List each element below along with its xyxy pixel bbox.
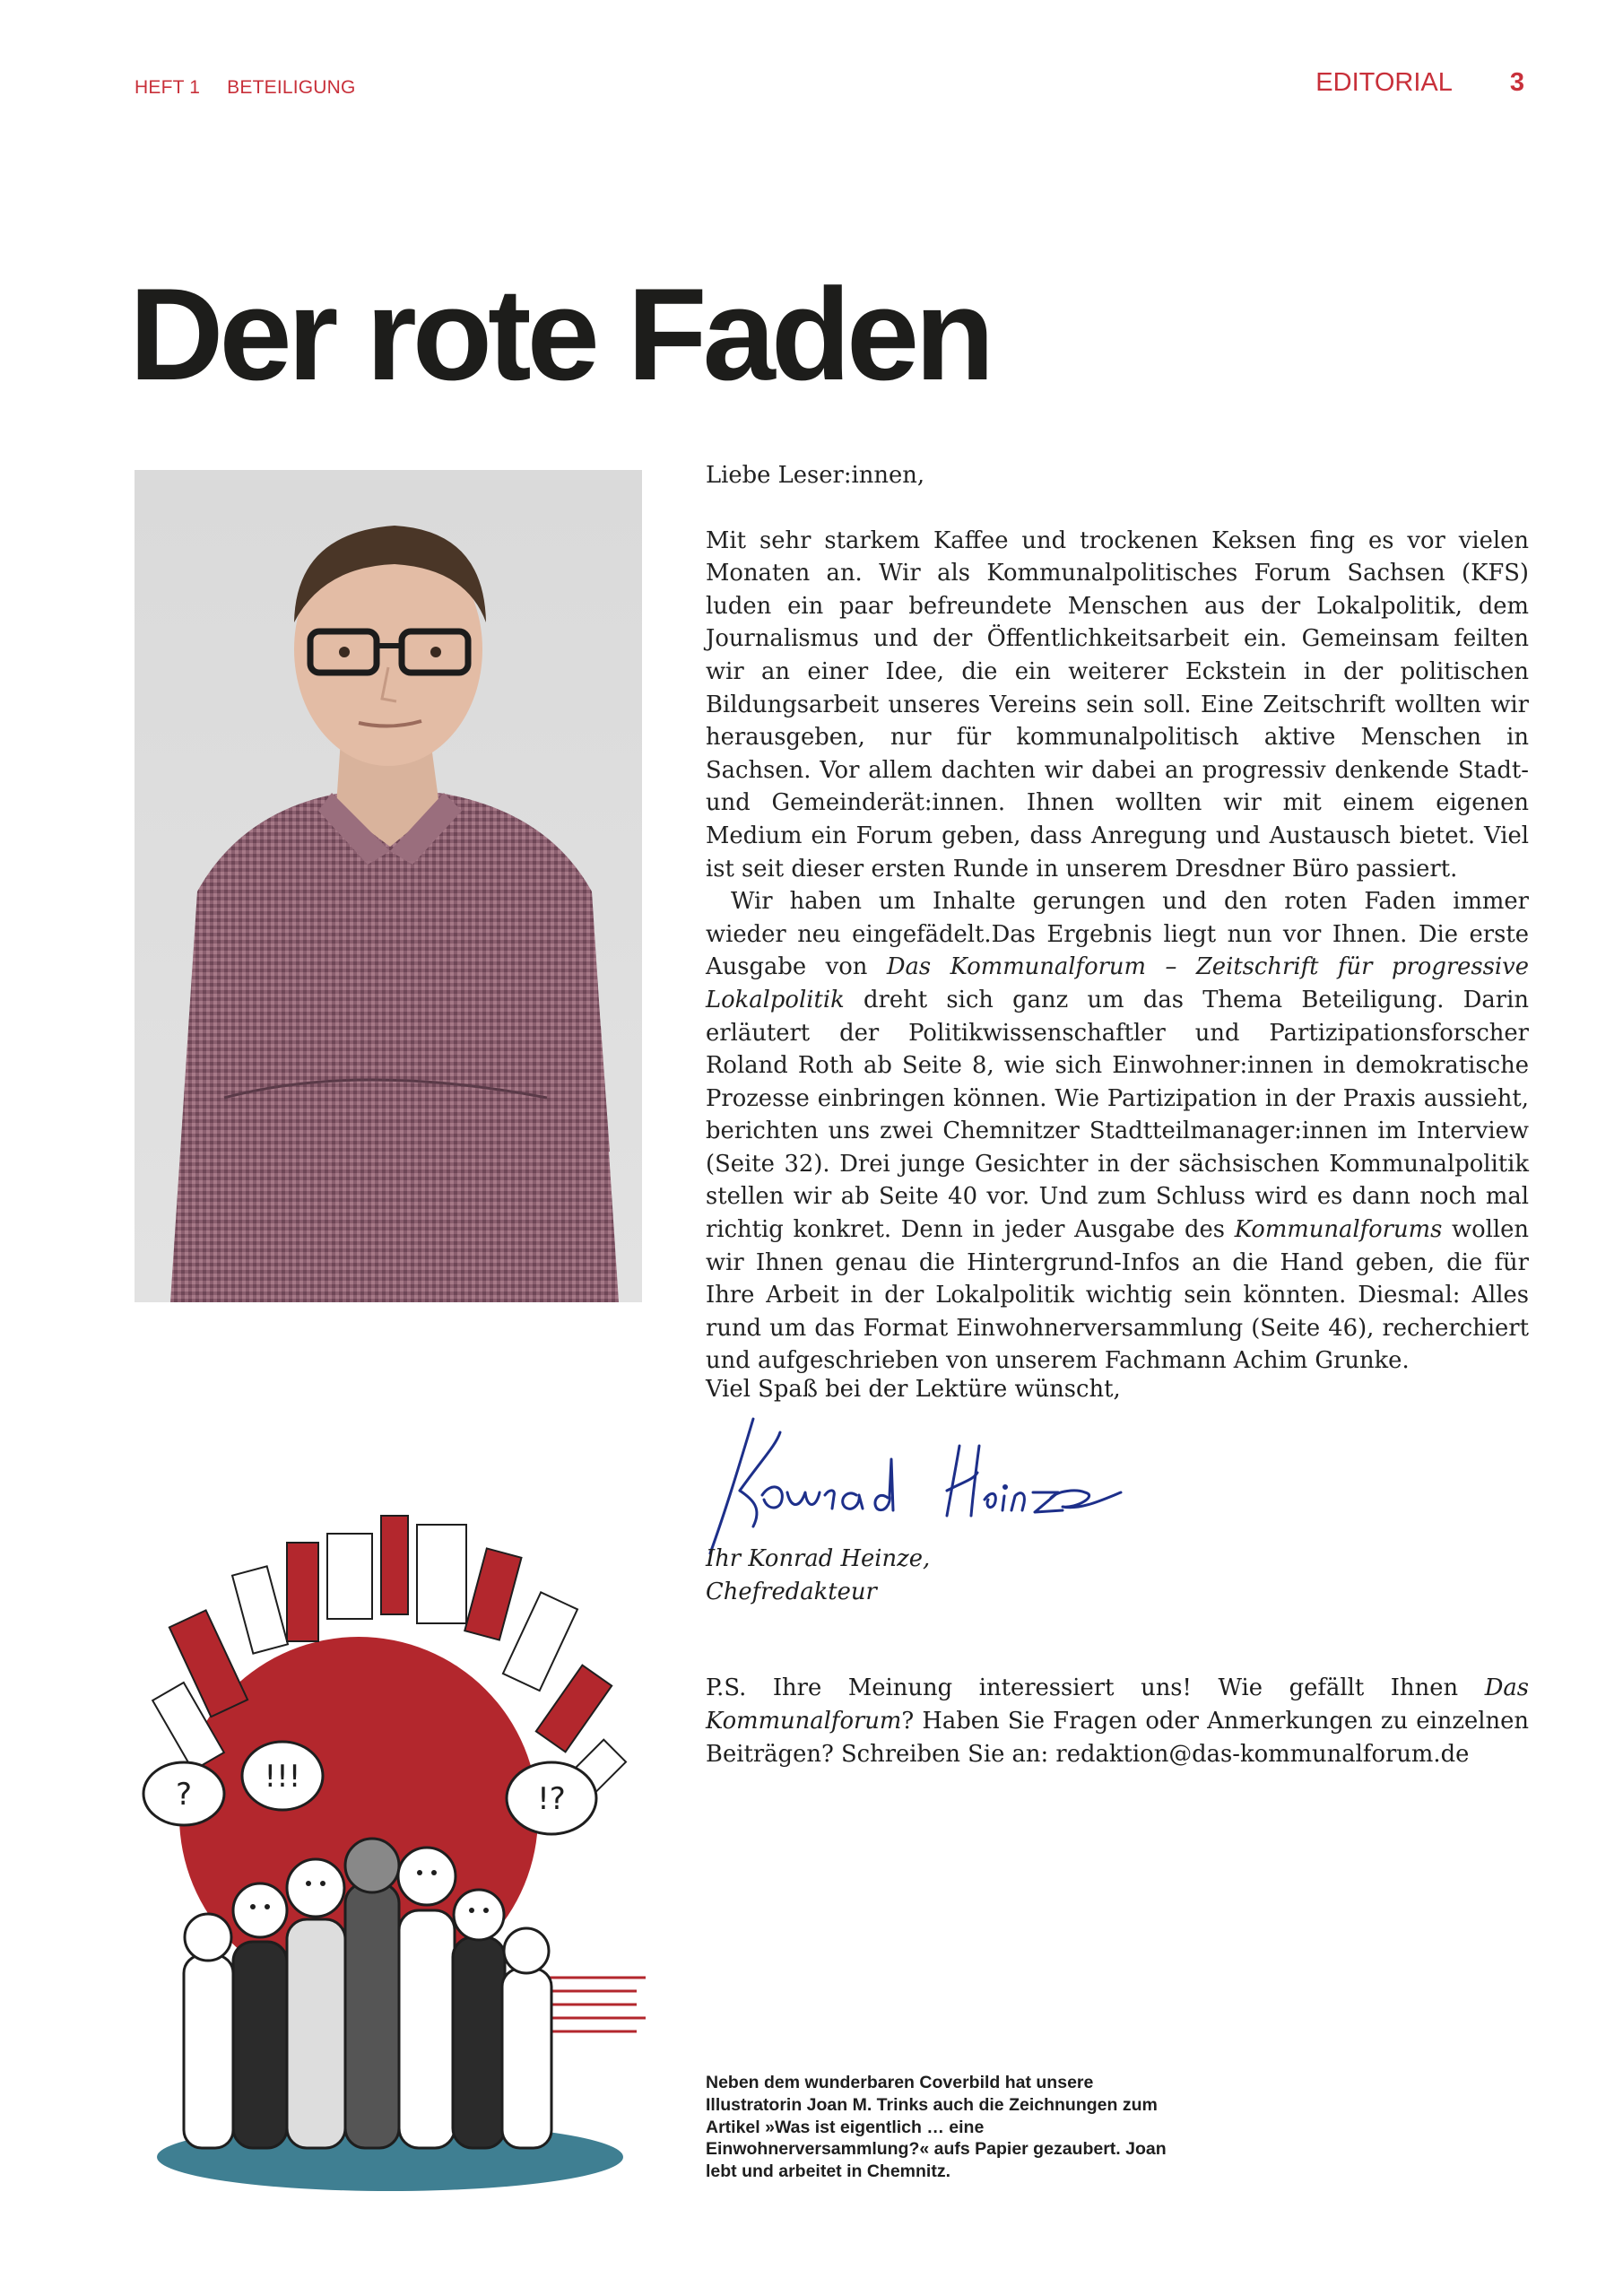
- postscript: [706, 1672, 1529, 1771]
- portrait-photo: [135, 470, 642, 1302]
- bubble-question: ?: [175, 1777, 193, 1813]
- paragraph-2: [706, 885, 1529, 1378]
- illustration-caption: Neben dem wunderbaren Coverbild hat unsere Illustratorin Joan M. Trinks auch die Zeichnungen zum Artikel »Was ist eigentlich … eine Einwohnerversammlung?« aufs Papier gezaubert. Joan lebt und arbeitet in Chemnitz.: [706, 2073, 1167, 2182]
- closing-line: Viel Spaß bei der Lektüre wünscht,: [706, 1376, 1121, 1403]
- section-name: EDITORIAL: [1315, 68, 1453, 97]
- signoff: [706, 1543, 930, 1609]
- section-header: [1315, 68, 1524, 98]
- bubble-interrobang: !?: [537, 1781, 566, 1817]
- signoff-role: Chefredakteur: [706, 1578, 877, 1605]
- page-title: Der rote Faden: [129, 261, 991, 407]
- topic-label: BETEILIGUNG: [227, 77, 356, 98]
- editorial-text: [706, 459, 1529, 1378]
- greeting: Liebe Leser:innen,: [706, 462, 925, 489]
- signoff-name: Ihr Konrad Heinze,: [706, 1545, 931, 1572]
- paragraph-2-italic-2: Kommunalforums: [1234, 1216, 1443, 1244]
- paragraph-2-part-2: dreht sich ganz um das Thema Beteiligung. Darin erläutert der Politikwissenschaftler und Partizipationsforscher Roland Roth ab Seite 8, wie sich Einwohner:innen in demokratische Prozesse einbringen können. Wie Partizipation in der Praxis aussieht, berichten uns zwei Chemnitzer Stadtteilmanager:innen im Interview (Seite 32). Drei junge Gesichter in der sächsischen Kommunalpolitik stellen wir ab Seite 40 vor. Und zum Schluss wird es dann noch mal richtig konkret. Denn in jeder Ausgabe des: [706, 986, 1529, 1244]
- bubble-exclamations: !!!: [264, 1759, 301, 1795]
- ps-italic: Das Kommunalforum: [706, 1674, 1529, 1735]
- paragraph-1: Mit sehr starkem Kaffee und trockenen Keksen fing es vor vielen Monaten an. Wir als Kommunalpolitisches Forum Sachsen (KFS) luden ein paar befreundete Menschen aus der Lokalpolitik, dem Journalismus und der Öffentlichkeitsarbeit ein. Gemeinsam feilten wir an einer Idee, die ein weiterer Eckstein in der politischen Bildungsarbeit unseres Vereins sein soll. Eine Zeitschrift wollten wir herausgeben, nur für kommunalpolitisch aktive Menschen in Sachsen. Vor allem dachten wir dabei an progressiv denkende Stadt- und Gemeinderät:innen. Ihnen wollten wir mit einem eigenen Medium ein Forum geben, dass Anregung und Austausch bietet. Viel ist seit dieser ersten Runde in unserem Dresdner Büro passiert.: [706, 526, 1529, 883]
- illustration-icon: [135, 1489, 655, 2206]
- paragraph-2-italic-1: Das Kommunalforum – Zeitschrift für progressive Lokalpolitik: [706, 953, 1529, 1013]
- illustration-crowd-city: [135, 1489, 655, 2206]
- ps-part-2: ? Haben Sie Fragen oder Anmerkungen zu einzelnen Beiträgen? Schreiben Sie an: redaktion@das-kommunalforum.de: [706, 1708, 1529, 1768]
- page-number: 3: [1509, 68, 1524, 97]
- issue-label: HEFT 1: [135, 77, 201, 98]
- running-header: [135, 77, 356, 99]
- ps-part-1: P.S. Ihre Meinung interessiert uns! Wie gefällt Ihnen: [706, 1674, 1485, 1701]
- portrait-icon: [135, 470, 642, 1302]
- paragraph-2-part-3: wollen wir Ihnen genau die Hintergrund-Infos an die Hand geben, die für Ihre Arbeit in der Lokalpolitik wichtig sein könnten. Diesmal: Alles rund um das Format Einwohnerversammlung (Seite 46), recherchiert und aufgeschrieben von unserem Fachmann Achim Grunke.: [706, 1216, 1530, 1375]
- paragraph-2-part-1: Wir haben um Inhalte gerungen und den roten Faden immer wieder neu eingefädelt.Das Ergebnis liegt nun vor Ihnen. Die erste Ausgabe von: [706, 888, 1529, 981]
